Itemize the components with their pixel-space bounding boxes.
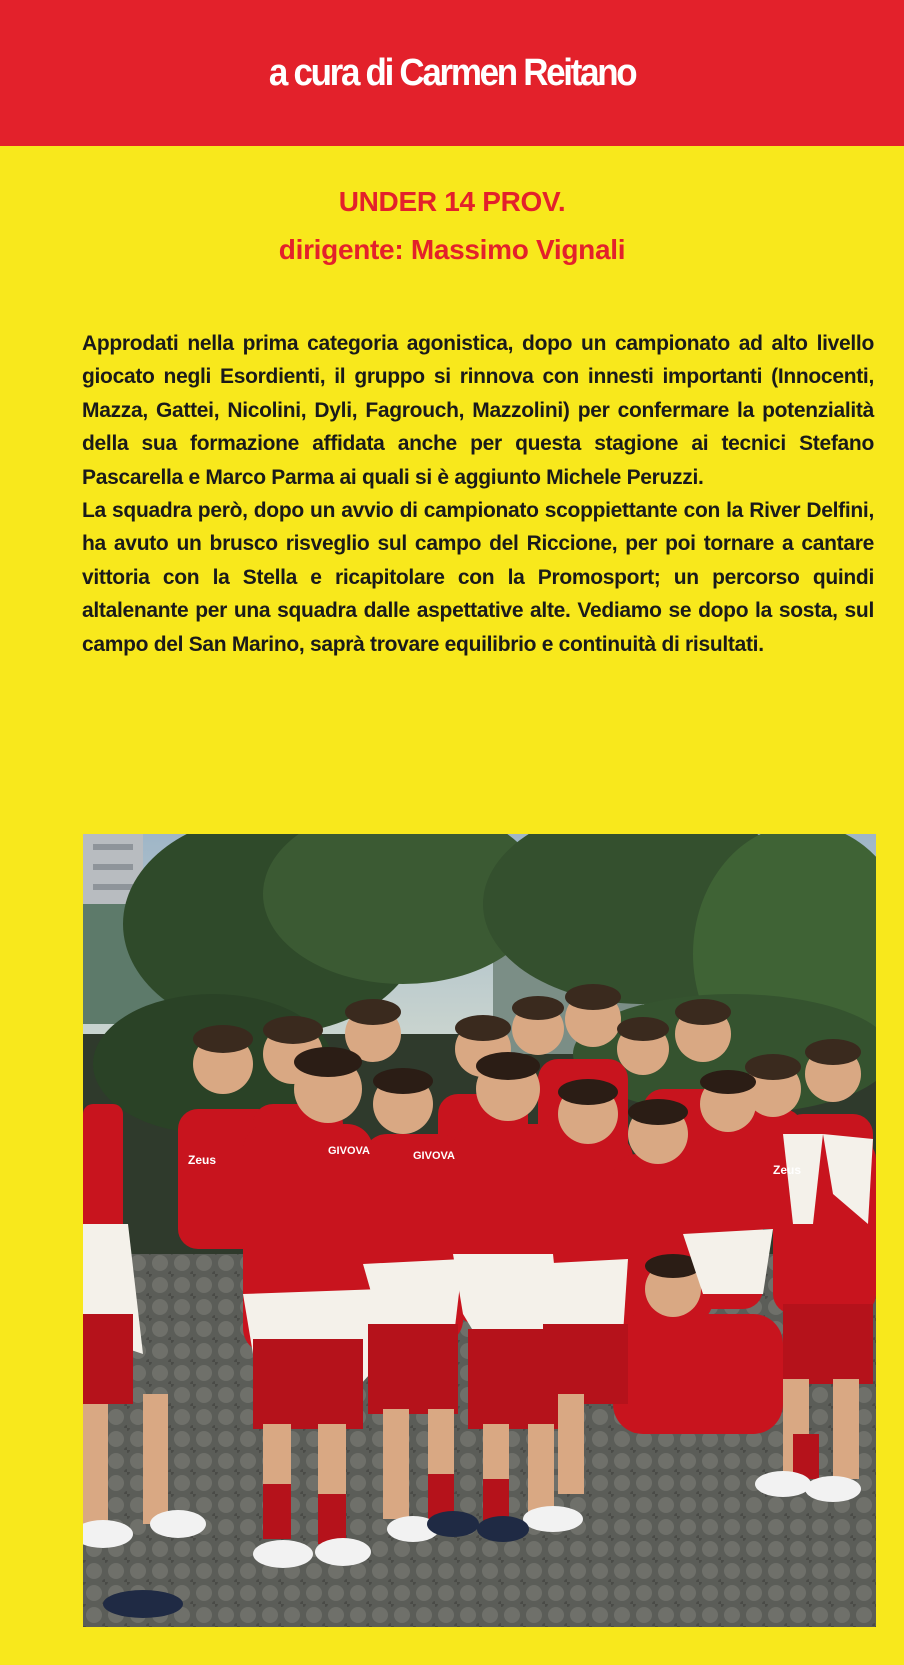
team-manager: dirigente: Massimo Vignali xyxy=(278,234,626,265)
shirt-sponsor-text: Zeus xyxy=(188,1153,217,1167)
team-title: UNDER 14 PROV. xyxy=(338,186,566,217)
author-credit: a cura di Carmen Reitano xyxy=(268,51,636,94)
article-paragraph: Approdati nella prima categoria agonistica, dopo un campionato ad alto livello giocato negli Esordienti, il gruppo si rinnova con innesti importanti (Innocenti, Mazza, Gattei, Nicolini, Dyli, Fagrouch, Mazzolini) per confermare la potenzialità della sua formazione affidata anche per questa stagione ai tecnici Stefano Pascarella e Marco Parma ai quali si è aggiunto Michele Peruzzi. xyxy=(82,332,874,489)
team-photo xyxy=(83,834,876,1627)
shirt-brand-text: GIVOVA xyxy=(328,1145,370,1157)
shirt-sponsor-text: Zeus xyxy=(773,1163,802,1177)
article-body xyxy=(82,327,874,661)
team-photo-illustration xyxy=(83,834,876,1627)
article-paragraph: La squadra però, dopo un avvio di campionato scoppiettante con la River Delfini, ha avuto un brusco risveglio sul campo del Riccione, per poi tornare a cantare vittoria con la Stella e ricapitolare con la Promosport; un percorso quindi altalenante per una squadra dalle aspettative alte. Vediamo se dopo la sosta, sul campo del San Marino, saprà trovare equilibrio e continuità di risultati. xyxy=(82,499,874,656)
header-banner xyxy=(0,0,904,146)
shirt-brand-text: GIVOVA xyxy=(413,1150,455,1162)
